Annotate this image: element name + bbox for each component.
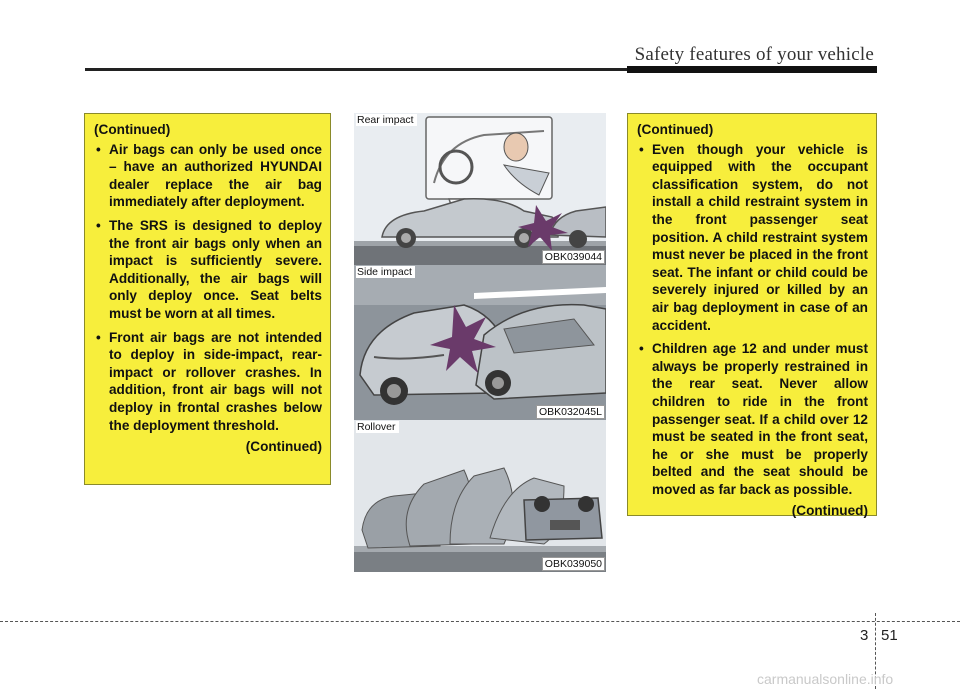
footer-rule <box>0 621 960 622</box>
side-impact-illustration <box>354 265 606 420</box>
continued-label: (Continued) <box>637 122 714 137</box>
continued-label: (Continued) <box>245 439 322 455</box>
header-bar <box>627 66 877 73</box>
figure-code: OBK032045L <box>536 405 605 419</box>
continued-label: (Continued) <box>94 122 171 137</box>
warning-item: • Children age 12 and under must always be properly restrained in the rear seat. Never allow children to ride in the front passenger seat. If a child over 12 must be seated in the front seat, he or she must be properly belted and the seat should be moved as far back as possible. <box>637 340 868 498</box>
warning-item: • Front air bags are not intended to deploy in side-impact, rear-impact or rollover crashes. In addition, front air bags will not deploy in frontal crashes below the deployment threshold. <box>94 329 322 435</box>
figure-label: Rollover <box>356 421 399 433</box>
warning-item: • Even though your vehicle is equipped with the occupant classification system, do not install a child restraint system in the front passenger seat position. A child restraint system must never be placed in the front seat. The infant or child could be severely injured or killed by an air bag deployment in case of an accident. <box>637 141 868 335</box>
figure-code: OBK039050 <box>542 557 605 571</box>
warning-box-left <box>84 113 331 485</box>
figure-label: Side impact <box>356 266 415 278</box>
figure-label: Rear impact <box>356 114 417 126</box>
chapter-number: 3 <box>860 627 869 644</box>
figure-rear-impact <box>354 113 606 265</box>
section-title: Safety features of your vehicle <box>634 44 874 65</box>
figure-rollover <box>354 420 606 572</box>
header-rule <box>85 68 630 71</box>
rollover-illustration <box>354 420 606 572</box>
rear-impact-illustration <box>354 113 606 265</box>
warning-list-left <box>94 141 322 435</box>
warning-list-right <box>637 141 868 499</box>
figure-code: OBK039044 <box>542 250 605 264</box>
warning-item: • Air bags can only be used once – have an authorized HYUNDAI dealer replace the air bag immediately after deployment. <box>94 141 322 211</box>
figure-side-impact <box>354 265 606 420</box>
warning-item: • The SRS is designed to deploy the front air bags only when an impact is sufficiently severe. Additionally, the air bags will only deploy once. Seat belts must be worn at all times. <box>94 217 322 323</box>
page-number: 51 <box>881 627 898 644</box>
watermark: carmanualsonline.info <box>757 671 894 687</box>
continued-label: (Continued) <box>791 503 868 519</box>
warning-box-right <box>627 113 877 519</box>
